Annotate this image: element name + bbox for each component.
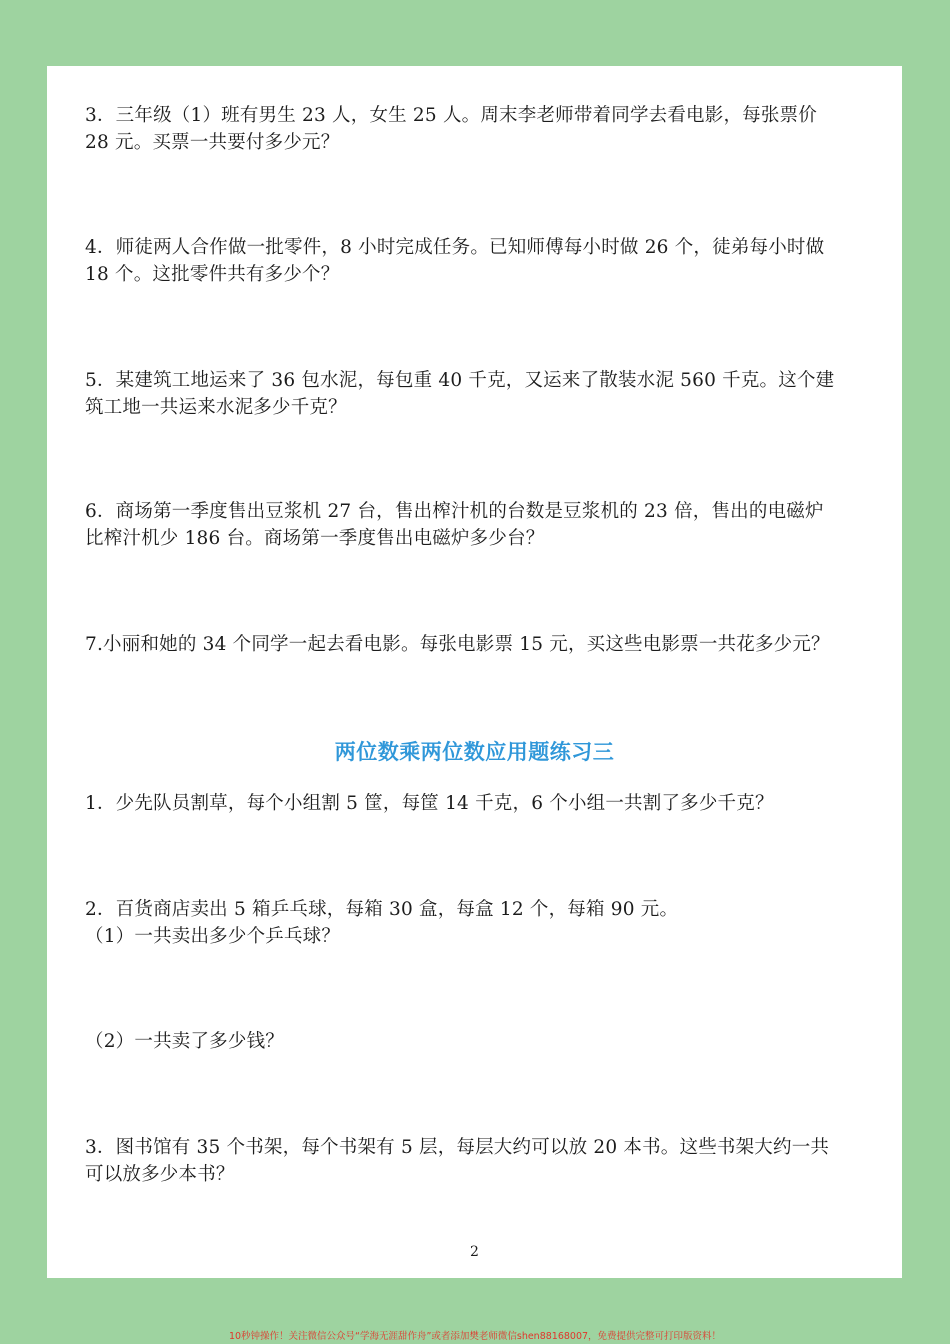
question-bottom-3: 3．图书馆有 35 个书架，每个书架有 5 层，每层大约可以放 20 本书。这些书架大约一共 可以放多少本书？ (85, 1137, 830, 1185)
section-title: 两位数乘两位数应用题练习三 (334, 739, 615, 764)
question-top-5: 5．某建筑工地运来了 36 包水泥，每包重 40 千克，又运来了散装水泥 560 千克。这个建 筑工地一共运来水泥多少千克？ (85, 370, 835, 418)
question-top-6: 6．商场第一季度售出豆浆机 27 台，售出榨汁机的台数是豆浆机的 23 倍，售出的电磁炉 比榨汁机少 186 台。商场第一季度售出电磁炉多少台？ (85, 501, 824, 549)
footer-promo-text: 10秒钟操作！关注微信公众号“学海无涯甜作舟”或者添加樊老师微信shen88168007，免费提供完整可打印版资料！ (228, 1331, 722, 1342)
page-number: 2 (470, 1244, 479, 1260)
question-top-4: 4．师徒两人合作做一批零件，8 小时完成任务。已知师傅每小时做 26 个，徒弟每小时做 18 个。这批零件共有多少个？ (85, 237, 825, 285)
question-bottom-1: 1．少先队员割草，每个小组割 5 筐，每筐 14 千克，6 个小组一共割了多少千克？ (85, 793, 774, 814)
question-top-3: 3．三年级（1）班有男生 23 人，女生 25 人。周末李老师带着同学去看电影，每张票价 28 元。买票一共要付多少元？ (85, 105, 817, 153)
question-bottom-2-part-2: （2）一共卖了多少钱？ (85, 1031, 284, 1052)
worksheet-page (47, 66, 902, 1278)
question-top-7: 7.小丽和她的 34 个同学一起去看电影。每张电影票 15 元，买这些电影票一共花多少元？ (85, 634, 830, 655)
question-bottom-2: 2．百货商店卖出 5 箱乒乓球，每箱 30 盒，每盒 12 个，每箱 90 元。 （1）一共卖出多少个乒乓球？ (85, 899, 679, 947)
